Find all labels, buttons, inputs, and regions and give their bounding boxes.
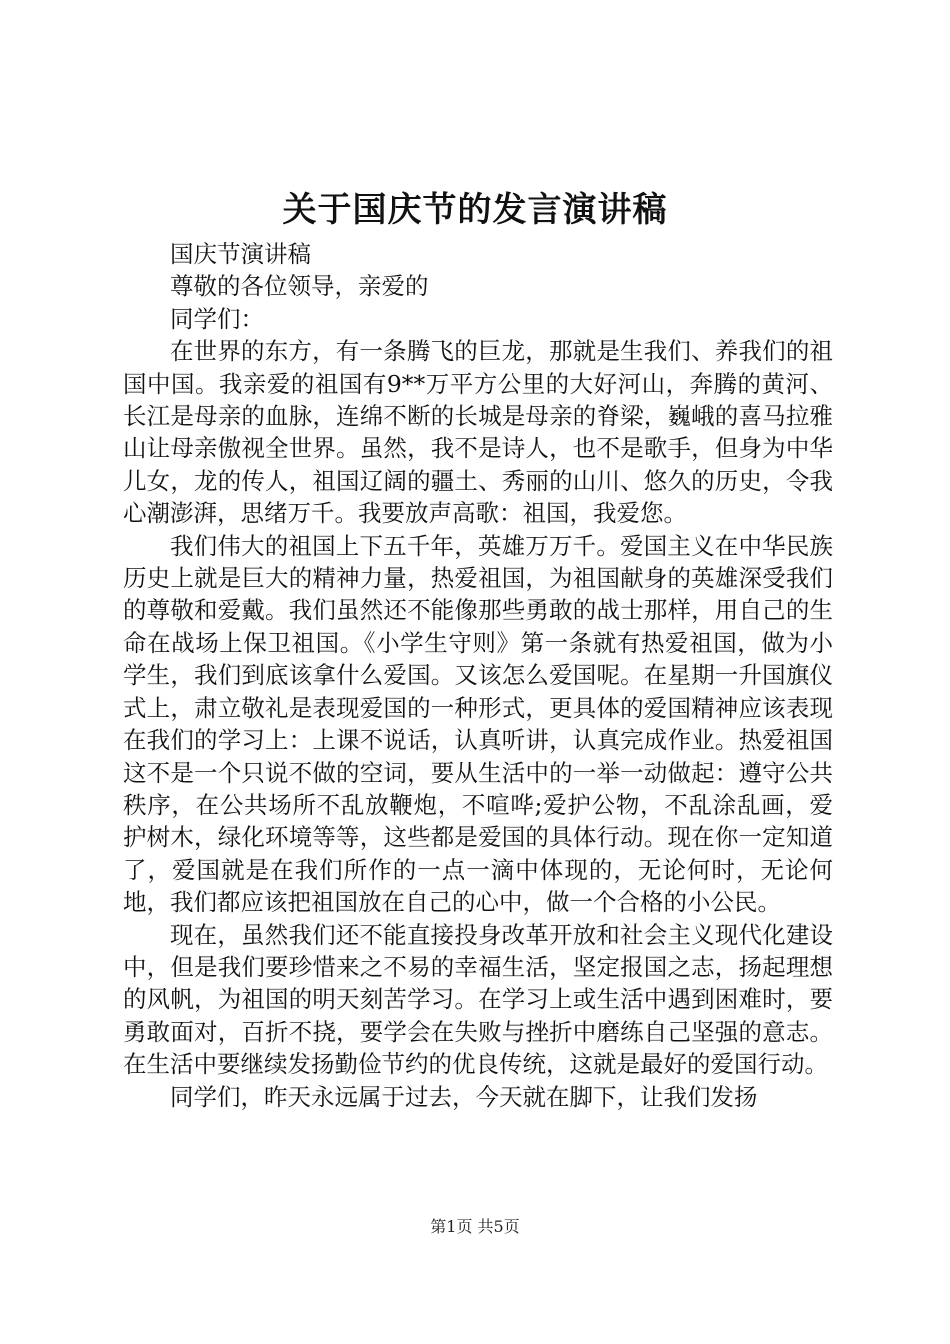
- document-title: 关于国庆节的发言演讲稿: [282, 190, 668, 230]
- paragraph-salutation-cont: 同学们：: [170, 304, 264, 333]
- paragraph-salutation: 尊敬的各位领导，亲爱的: [170, 272, 429, 301]
- paragraph-heading: 国庆节演讲稿: [170, 240, 311, 268]
- paragraph: 现在，虽然我们还不能直接投身改革开放和社会主义现代化建设中，但是我们要珍惜来之不易的幸福生活，坚定报国之志，扬起理想的风帆，为祖国的明天刻苦学习。在学习上或生活中遇到困难时，要勇敢面对，百折不挠，要学会在失败与挫折中磨练自己坚强的意志。在生活中要继续发扬勤俭节约的优良传统，这就是最好的爱国行动。: [123, 920, 833, 1079]
- page-footer: 第1页 共5页: [430, 1217, 520, 1236]
- paragraph: 在世界的东方，有一条腾飞的巨龙，那就是生我们、养我们的祖国中国。我亲爱的祖国有9**万平方公里的大好河山，奔腾的黄河、长江是母亲的血脉，连绵不断的长城是母亲的脊梁，巍峨的喜马拉雅山让母亲傲视全世界。虽然，我不是诗人，也不是歌手，但身为中华儿女，龙的传人，祖国辽阔的疆土、秀丽的山川、悠久的历史，令我心潮澎湃，思绪万千。我要放声高歌：祖国，我爱您。: [123, 337, 833, 528]
- paragraph: 同学们，昨天永远属于过去，今天就在脚下，让我们发扬: [170, 1082, 758, 1111]
- paragraph: 我们伟大的祖国上下五千年，英雄万万千。爱国主义在中华民族历史上就是巨大的精神力量，热爱祖国，为祖国献身的英雄深受我们的尊敬和爱戴。我们虽然还不能像那些勇敢的战士那样，用自己的生命在战场上保卫祖国。《小学生守则》第一条就有热爱祖国，做为小学生，我们到底该拿什么爱国。又该怎么爱国呢。在星期一升国旗仪式上，肃立敬礼是表现爱国的一种形式，更具体的爱国精神应该表现在我们的学习上：上课不说话，认真听讲，认真完成作业。热爱祖国这不是一个只说不做的空词，要从生活中的一举一动做起：遵守公共秩序，在公共场所不乱放鞭炮，不喧哗;爱护公物，不乱涂乱画，爱护树木，绿化环境等等，这些都是爱国的具体行动。现在你一定知道了，爱国就是在我们所作的一点一滴中体现的，无论何时，无论何地，我们都应该把祖国放在自己的心中，做一个合格的小公民。: [123, 531, 833, 917]
- document-body: [123, 238, 833, 1113]
